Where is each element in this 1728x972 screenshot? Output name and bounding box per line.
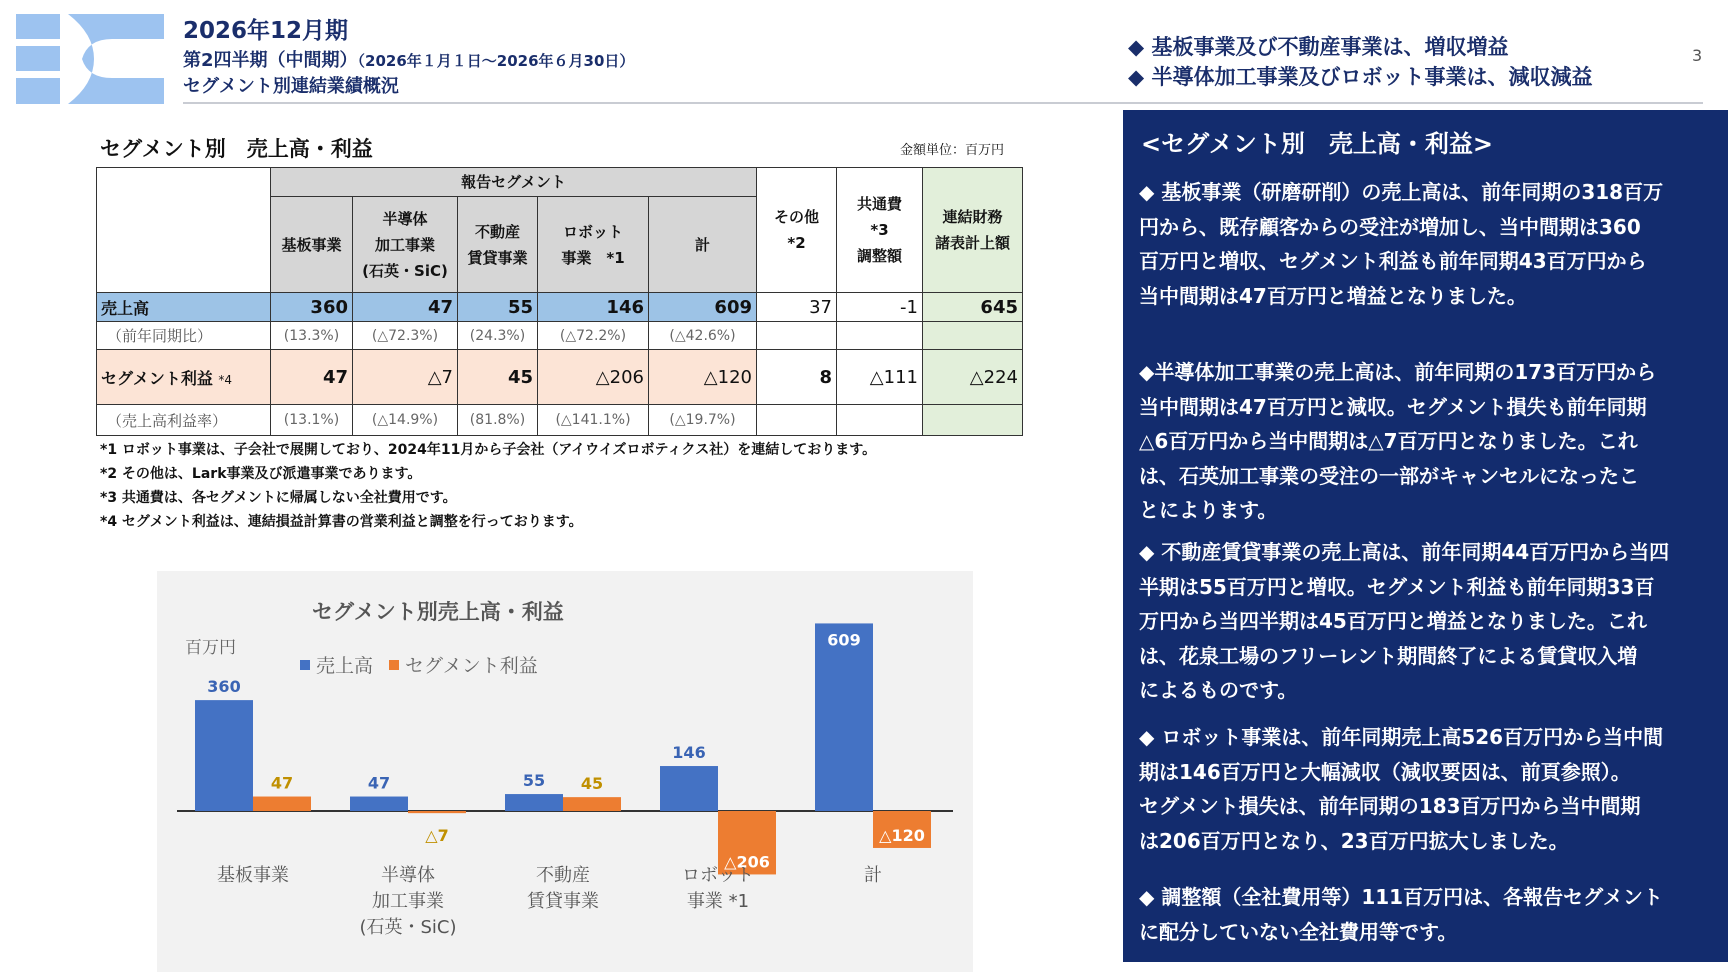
chart-title: セグメント別売上高・利益 xyxy=(312,600,564,624)
segment-table xyxy=(96,167,1023,436)
col-header-fudosan: 不動産 賃貸事業 xyxy=(458,197,538,293)
data-label: 45 xyxy=(580,774,604,794)
table-cell: 45 xyxy=(458,350,538,405)
table-title: セグメント別 売上高・利益 xyxy=(100,137,373,161)
table-cell: 360 xyxy=(271,293,353,322)
table-cell: 645 xyxy=(923,293,1023,322)
table-corner xyxy=(97,168,271,293)
commentary-line: 当中間期は47百万円と減収。セグメント損失も前年同期 xyxy=(1139,394,1647,419)
table-cell: (△19.7%) xyxy=(649,405,757,436)
data-label: 609 xyxy=(827,630,861,650)
table-cell: △7 xyxy=(353,350,458,405)
section-subtitle: セグメント別連結業績概況 xyxy=(183,76,399,97)
col-header-kyotsu: 共通費 *3 調整額 xyxy=(837,168,923,293)
col-header-other: その他 *2 xyxy=(757,168,837,293)
legend-swatch xyxy=(300,660,310,670)
chart-bar xyxy=(563,797,621,811)
page-title: 2026年12月期 xyxy=(183,18,349,44)
commentary-block xyxy=(1139,355,1714,528)
data-label: 146 xyxy=(672,743,706,763)
chart-bar xyxy=(195,700,253,811)
table-cell: (△72.3%) xyxy=(353,322,458,350)
x-tick-label: 不動産 xyxy=(536,865,590,886)
commentary-line: は、花泉工場のフリーレント期間終了による賃貸収入増 xyxy=(1139,643,1638,668)
row-label-sales-yoy: （前年同期比） xyxy=(97,322,271,350)
table-cell xyxy=(757,405,837,436)
col-header-renketsu: 連結財務 諸表計上額 xyxy=(923,168,1023,293)
table-footnotes xyxy=(100,438,876,534)
table-cell: 47 xyxy=(353,293,458,322)
table-cell xyxy=(757,322,837,350)
row-label-margin: （売上高利益率） xyxy=(97,405,271,436)
table-cell: △206 xyxy=(538,350,649,405)
x-tick-label: 加工事業 xyxy=(372,891,444,912)
segment-bar-chart xyxy=(157,571,973,972)
table-row-profit xyxy=(97,350,1023,405)
table-cell: 146 xyxy=(538,293,649,322)
commentary-line: ◆半導体加工事業の売上高は、前年同期の173百万円から xyxy=(1139,360,1657,384)
footnote: *2 その他は、Lark事業及び派遣事業であります。 xyxy=(100,466,422,482)
commentary-line: 百万円と増収、セグメント利益も前年同期43百万円から xyxy=(1139,249,1647,273)
chart-canvas xyxy=(157,571,973,972)
table-cell: 609 xyxy=(649,293,757,322)
data-label: △206 xyxy=(724,852,770,872)
page-number: 3 xyxy=(1692,46,1703,65)
commentary-line: 当中間期は47百万円と増益となりました。 xyxy=(1139,283,1527,308)
commentary-line: ◆ 基板事業（研磨研削）の売上高は、前年同期の318百万 xyxy=(1139,180,1664,204)
data-label: 360 xyxy=(207,677,241,697)
table-cell: (△14.9%) xyxy=(353,405,458,436)
commentary-line: ◆ ロボット事業は、前年同期売上高526百万円から当中間 xyxy=(1139,725,1664,749)
data-label: △120 xyxy=(879,825,925,845)
table-cell: △224 xyxy=(923,350,1023,405)
table-cell: 55 xyxy=(458,293,538,322)
chart-bar xyxy=(408,811,466,813)
commentary-panel xyxy=(1123,110,1728,962)
x-tick-label: ロボット xyxy=(682,865,754,886)
legend-swatch xyxy=(389,660,399,670)
x-tick-label: 事業 *1 xyxy=(686,891,750,912)
table-cell: (13.3%) xyxy=(271,322,353,350)
panel-title: <セグメント別 売上高・利益> xyxy=(1141,130,1493,158)
col-header-total: 計 xyxy=(649,197,757,293)
col-header-robot: ロボット 事業 *1 xyxy=(538,197,649,293)
chart-bar xyxy=(815,623,873,811)
table-cell xyxy=(837,405,923,436)
table-cell: (△141.1%) xyxy=(538,405,649,436)
x-tick-label: 基板事業 xyxy=(217,865,289,886)
table-cell: 47 xyxy=(271,350,353,405)
x-tick-label: 賃貸事業 xyxy=(527,891,599,912)
commentary-line: 万円から当四半期は45百万円と増益となりました。これ xyxy=(1139,609,1647,633)
period-subtitle xyxy=(183,46,634,72)
commentary-line: 半期は55百万円と増収。セグメント利益も前年同期33百 xyxy=(1139,574,1655,599)
table-cell xyxy=(923,322,1023,350)
chart-bar xyxy=(253,797,311,811)
data-label: 47 xyxy=(367,773,391,793)
footnote: *3 共通費は、各セグメントに帰属しない全社費用です。 xyxy=(100,490,457,506)
period-range: （2026年１月１日～2026年６月30日） xyxy=(357,52,635,70)
table-cell: △120 xyxy=(649,350,757,405)
table-cell: (24.3%) xyxy=(458,322,538,350)
commentary-line: ◆ 不動産賃貸事業の売上高は、前年同期44百万円から当四 xyxy=(1139,540,1670,564)
table-cell: (△72.2%) xyxy=(538,322,649,350)
group-header: 報告セグメント xyxy=(271,168,757,197)
commentary-line: ◆ 調整額（全社費用等）111百万円は、各報告セグメント xyxy=(1139,885,1663,909)
table-cell: (13.1%) xyxy=(271,405,353,436)
data-label: △7 xyxy=(425,826,449,845)
table-row-sales xyxy=(97,293,1023,322)
legend-label: セグメント利益 xyxy=(405,655,538,677)
commentary-line: は、石英加工事業の受注の一部がキャンセルになったこ xyxy=(1139,463,1639,488)
commentary-line: によるものです。 xyxy=(1139,678,1298,702)
table-cell: △111 xyxy=(837,350,923,405)
headline-bullets xyxy=(1128,32,1592,92)
table-cell: 8 xyxy=(757,350,837,405)
col-header-kiban: 基板事業 xyxy=(271,197,353,293)
commentary-block xyxy=(1139,720,1714,858)
col-header-handotai: 半導体 加工事業 (石英・SiC) xyxy=(353,197,458,293)
table-cell: (81.8%) xyxy=(458,405,538,436)
company-logo xyxy=(16,14,164,104)
commentary-line: 期は146百万円と大幅減収（減収要因は、前頁参照）。 xyxy=(1139,759,1631,784)
commentary-line: △6百万円から当中間期は△7百万円となりました。これ xyxy=(1139,429,1638,453)
x-tick-label: 計 xyxy=(864,865,882,886)
table-cell xyxy=(837,322,923,350)
commentary-block xyxy=(1139,880,1714,949)
commentary-block xyxy=(1139,175,1714,313)
commentary-line: セグメント損失は、前年同期の183百万円から当中間期 xyxy=(1139,794,1641,818)
commentary-line: 円から、既存顧客からの受注が増加し、当中間期は360 xyxy=(1139,214,1641,239)
table-cell: 37 xyxy=(757,293,837,322)
footnote: *1 ロボット事業は、子会社で展開しており、2024年11月から子会社（アイウイズロボティクス社）を連結しております。 xyxy=(100,442,877,458)
commentary-line: とによります。 xyxy=(1139,498,1278,522)
period-label: 第2四半期（中間期） xyxy=(183,50,358,71)
table-unit: 金額単位：百万円 xyxy=(900,143,1005,158)
commentary-line: は206百万円となり、23百万円拡大しました。 xyxy=(1139,828,1569,853)
footnote: *4 セグメント利益は、連結損益計算書の営業利益と調整を行っております。 xyxy=(100,514,583,530)
x-tick-label: (石英・SiC) xyxy=(359,917,457,938)
chart-bar xyxy=(505,794,563,811)
chart-bar xyxy=(350,797,408,811)
table-cell xyxy=(923,405,1023,436)
header-divider xyxy=(183,102,1703,104)
headline-bullet: ◆ 基板事業及び不動産事業は、増収増益 xyxy=(1128,35,1509,59)
table-row-sales-yoy xyxy=(97,322,1023,350)
table-row-margin xyxy=(97,405,1023,436)
table-cell: (△42.6%) xyxy=(649,322,757,350)
commentary-line: に配分していない全社費用等です。 xyxy=(1139,919,1458,944)
table-cell: -1 xyxy=(837,293,923,322)
chart-y-unit: 百万円 xyxy=(185,638,236,658)
row-label-sales: 売上高 xyxy=(97,293,271,322)
legend-label: 売上高 xyxy=(316,655,374,677)
commentary-block xyxy=(1139,535,1714,708)
headline-bullet: ◆ 半導体加工事業及びロボット事業は、減収減益 xyxy=(1128,65,1593,89)
data-label: 47 xyxy=(270,773,294,793)
data-label: 55 xyxy=(522,771,546,791)
chart-bar xyxy=(660,766,718,811)
x-tick-label: 半導体 xyxy=(381,865,435,886)
row-label-profit: セグメント利益 *4 xyxy=(97,350,271,405)
